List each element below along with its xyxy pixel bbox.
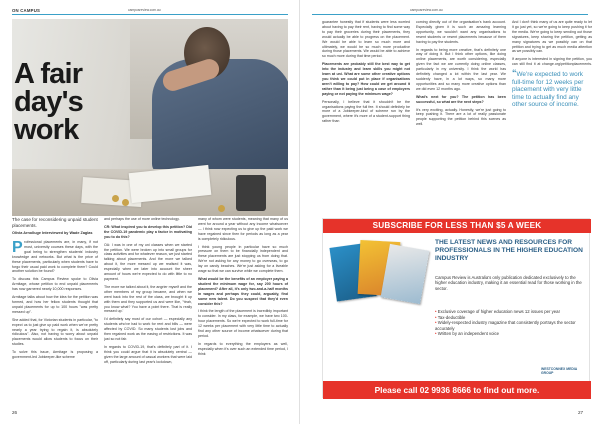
paragraph: It's very exciting, actually. Honestly, we're just going to keep pushing it. There are a lot of really passionate people supporting the petition behind this scenes as well. — [416, 107, 506, 127]
drop-cap: P — [12, 240, 23, 256]
subscription-advert[interactable] — [322, 218, 590, 398]
paragraph: To discuss this Campus Review spoke to Olivia Armitage, whose petition to end unpaid placements has now garnered nearly 10,000 responses. — [12, 277, 98, 292]
header-rule-right — [312, 14, 588, 15]
page-number-right: 27 — [578, 410, 584, 415]
question: What would be the benefits of an employer paying a student the minimum wage for, say 200 hours of placement? After all, it's only two-and-a-half months in wages and perhaps they could, arguably, find some new talent. Do you suspect that they'd even consider this? — [198, 276, 288, 306]
paragraph: Personally, I believe that it shouldn't be the organisations paying the full fee. It should definitely be more of a Jobkeeper-kind of scheme run by the government, where it's more of a student-support thing rather than — [322, 99, 410, 124]
paragraph: guarantee honestly that if students were less worried about having to pay their rent, having to find some way to pay their groceries during their placements, they would actually be able to progress on the placement. We would be able to learn so much more and ultimately, we would be so much more productive during those placements. We would be able to achieve so much more during that time period. — [322, 20, 410, 59]
column-5 — [416, 20, 506, 216]
paragraph: many of whom were students, meaning that many of us went for around a year without any income whatsoever — I think now expecting us to give up the paid work we have regained since then for periods as long as a year is completely ridiculous. — [198, 217, 288, 241]
header-url-right: campusreview.com.au — [410, 8, 443, 12]
paragraph: And I don't think many of us are quite ready to let it go just yet, so we're going to keep pushing it for the media. We're going to keep sending out those signatures, keep sharing the petition, getting as many signatures as we possibly can on that petition and trying to get as much media attention as we possibly can. — [512, 20, 592, 54]
paragraph: To solve this issue, Armitage is proposing a government-led Jobkeeper-like scheme — [12, 350, 98, 360]
paragraph: and perhaps the use of more online technology. — [104, 217, 180, 221]
paragraph: I think young people in particular have so much pressure on them to be financially independent and these placements are just stopping us from doing that. We're not asking for any money to go overseas, to go lay on candy beaches. We're just asking for a liveable wage so that we can survive while we complete them. — [198, 244, 288, 274]
question: What's next for you? The petition has been successful, so what are the next steps? — [416, 94, 506, 104]
paragraph: In regards to everything the employers as well, especially when it's over such an extended time period, I think — [198, 341, 288, 356]
list-item: • Tax-deductible — [435, 315, 585, 321]
byline: Olivia Arnolluge Interviewed by Wade Zaglas — [12, 231, 93, 235]
paragraph: I think the length of the placement is incredibly important to consider. In my class, for example, we have two 100-hour placements. So we're expected to work full-time for 12 weeks per placement with very little time to actually find any other source of income whatsoever during that period. — [198, 309, 288, 338]
paragraph: Armitage talks about how the idea for the petition was formed, and how her fellow students thought that unpaid placements for up to 100 hours "was pretty messed up". — [12, 295, 98, 314]
paragraph: OA: I was in one of my uni classes when we started the petition. We were broken up into small groups for class activities and for whatever reason, we just started talking about placements. And the more we talked about it, the more messed up we realised it was, especially when we later into account the sheer amount of hours we're expected to do with little to no payment. — [104, 242, 192, 281]
column-6 — [512, 20, 592, 66]
column-2 — [104, 217, 192, 404]
standfirst: The case for reconsidering unpaid student placements. — [12, 217, 98, 228]
paragraph: She added that, for Victorian students in particular, "to expect us to just give up paid work when we've pretty nearly a year trying to regain it, is absolutely ridiculous". Also, not having to worry about unpaid placements would allow students to focus on their studies. — [12, 317, 98, 347]
page-number-left: 26 — [12, 410, 18, 415]
list-item: • Written by an independent voice — [435, 331, 585, 337]
ad-body: Campus Review is Australia's only publication dedicated exclusively to the higher education industry, making it an essential read for those working in the sector. — [435, 275, 582, 291]
column-1 — [12, 240, 98, 404]
quote-mark-icon: “ — [512, 68, 517, 78]
question: Placements are probably still the best way to get into the industry and learn skills you might not learn at uni. What are some other creative options you think we could put in place if organisations aren't willing to pay? How could we get around it rather than it being just being a case of employers paying or not paying the minimum wage? — [322, 62, 410, 96]
ad-banner: SUBSCRIBE FOR LESS THAN $5 A WEEK — [323, 219, 591, 233]
publisher-logo: WESTCONNEX MEDIA GROUP — [541, 367, 578, 375]
list-item: • Exclusive coverage of higher education news 12 issues per year — [435, 309, 585, 315]
header-url: campusreview.com.au — [128, 8, 161, 12]
ad-bullet-list — [435, 309, 585, 337]
list-item: • Widely-respected industry magazine that consistently portrays the sector accurately — [435, 320, 585, 331]
ad-call-to-action[interactable]: Please call 02 9936 8666 to find out more. — [323, 381, 591, 399]
header-rule — [12, 14, 288, 15]
paragraph: coming directly out of the organisation's bank account. Especially given it is such an amazing learning opportunity, we wouldn't want any organisations to resent students or resent placements because of them having to pay the students. — [416, 20, 506, 44]
column-3 — [198, 217, 288, 404]
paragraph: rofessional placements are, in many, if not most, university courses these days, with the goal being to strengthen students' industry knowledge and networks. But what is the price of these placements, particularly when students have to forgo their usual paid work to complete them? Could another solution be found? — [12, 240, 98, 274]
paragraph: If anyone is interested in signing the petition, you can still find it at change.org/petitionplacements. — [512, 57, 592, 66]
ad-headline: THE LATEST NEWS AND RESOURCES FOR PROFESSIONALS IN THE HIGHER EDUCATION INDUSTRY — [435, 239, 583, 262]
paragraph: In regards to COVID-19, that's definitely part of it. I think you could argue that it is absolutely central — given the large amount of casual workers that were laid off, particularly during last year's lockdown, — [104, 344, 192, 364]
magazine-covers-image — [329, 239, 429, 309]
paragraph: The more we talked about it, the angrier myself and the other members of my group became, and when we went back into the rest of the class, we brought it up with them and they supported us and were like, 'Yeah, you know what? You have a point there. That is really messed up.' — [104, 284, 192, 314]
article-title: A fair day's work — [14, 58, 83, 146]
column-4 — [322, 20, 410, 216]
pull-quote: “We're expected to work full-time for 12 weeks per placement with very little time to actually find any other source of income. — [512, 68, 584, 109]
section-label: ON CAMPUS — [12, 8, 41, 13]
question: CR: What inspired you to develop this petition? Did the COVID-19 pandemic play a factor in motivating you to do this? — [104, 224, 192, 239]
paragraph: In regards to being more creative, that's definitely one way of doing it. But I think other options, like doing online placements, are worth considering, especially given the fact we are currently doing online classes, particularly in my university. I think the world has definitely changed a lot within the last year. We suddenly have, in a lot ways, so many more opportunities and so many more creative options than we did even 12 months ago. — [416, 47, 506, 91]
paragraph: I'd definitely say most of our cohort — especially any students who've had to work for rent and bills — were affected by COVID. So many students lost jobs and then regained work as the easing of restrictions. It was just so not fair. — [104, 317, 192, 341]
